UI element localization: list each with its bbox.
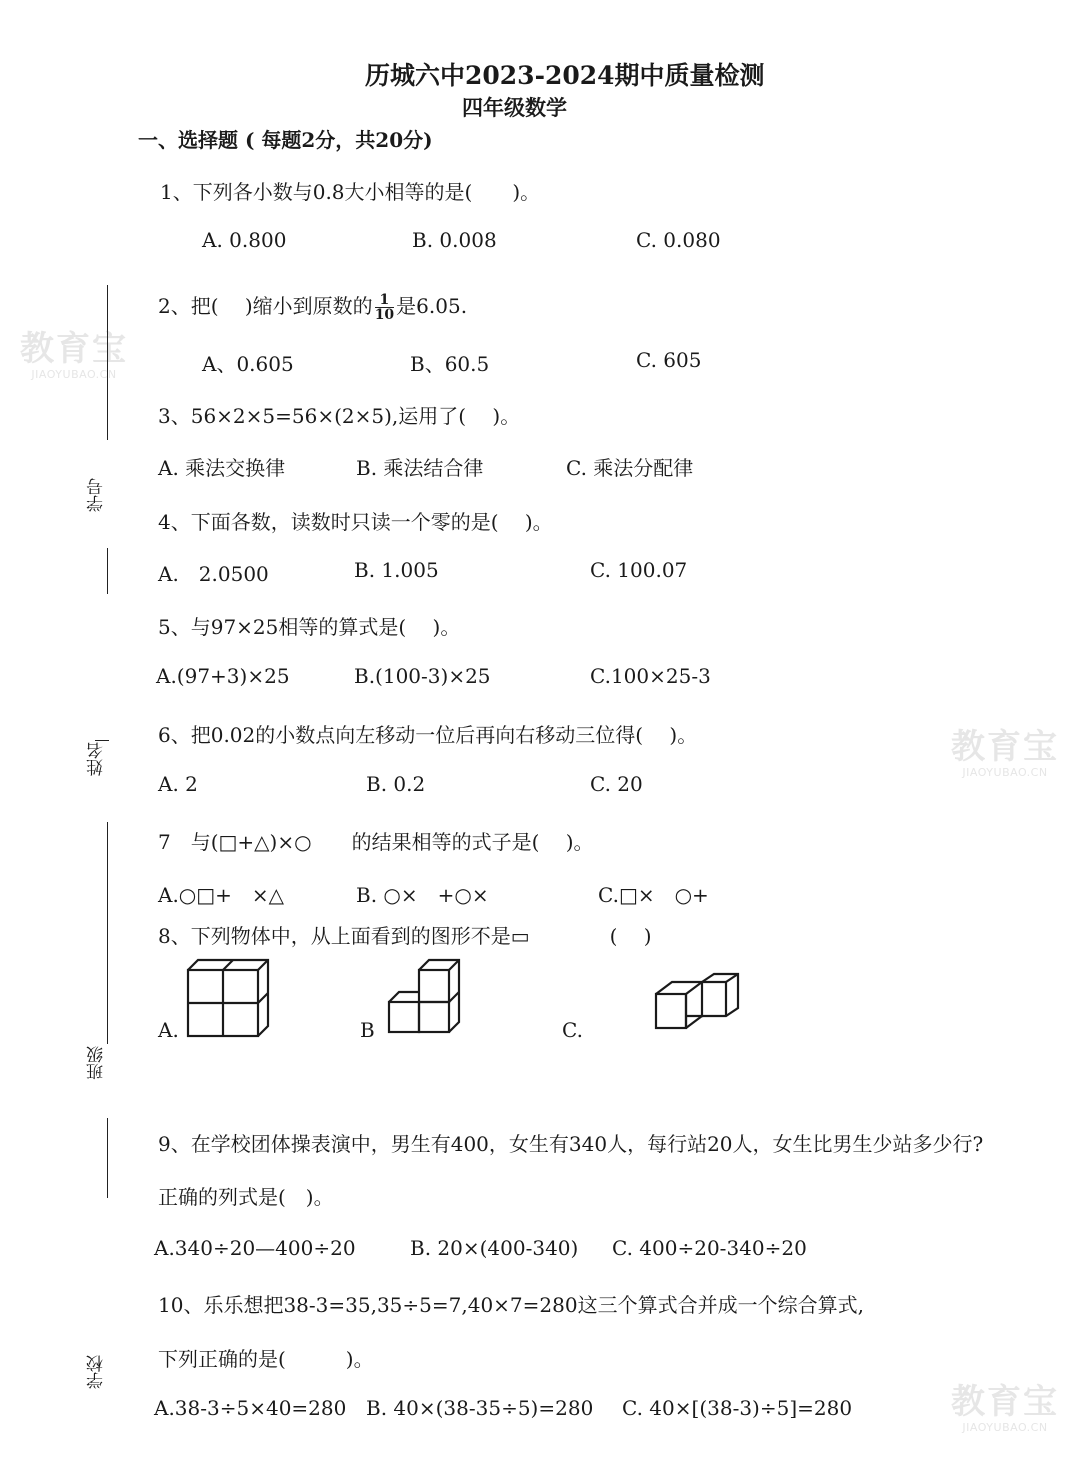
question-2-text-before: 2、把( )缩小到原数的	[158, 294, 373, 318]
watermark	[945, 1383, 1065, 1434]
binding-line	[107, 548, 108, 594]
question-7-option-b: B. ○× +○×	[356, 883, 489, 907]
question-3-option-c: C. 乘法分配律	[566, 456, 694, 480]
question-5: 5、与97×25相等的算式是( )。	[158, 615, 461, 639]
fraction-denominator: 10	[374, 307, 395, 323]
question-6-option-b: B. 0.2	[366, 772, 426, 796]
watermark	[945, 728, 1065, 779]
watermark-site: JIAOYUBAO.CN	[31, 368, 117, 381]
question-6-option-a: A. 2	[158, 772, 198, 796]
question-7-option-a: A.○□+ ×△	[158, 883, 285, 907]
question-2-option-c: C. 605	[636, 348, 702, 372]
question-3-option-b: B. 乘法结合律	[356, 456, 484, 480]
fraction	[375, 293, 394, 322]
side-label-name: 姓名	[87, 742, 107, 776]
question-2-text-after: 是6.05.	[396, 294, 468, 318]
question-7-option-c: C.□× ○+	[598, 883, 709, 907]
question-8-option-c: C.	[562, 1018, 583, 1042]
watermark-brand: 教育宝	[951, 1382, 1059, 1422]
question-10-option-a: A.38-3÷5×40=280	[154, 1396, 347, 1420]
question-2-option-b: B、60.5	[410, 352, 490, 376]
side-label-class: 班级	[87, 1046, 107, 1080]
binding-line	[107, 1118, 108, 1198]
question-3: 3、56×2×5=56×(2×5),运用了( )。	[158, 404, 521, 428]
question-4-option-b: B. 1.005	[354, 558, 439, 582]
question-10-option-c: C. 40×[(38-3)÷5]=280	[622, 1396, 853, 1420]
question-8-option-b: B	[360, 1018, 375, 1042]
watermark	[14, 330, 134, 381]
question-4-option-a: A. 2.0500	[158, 562, 269, 586]
cube-figure-c	[650, 970, 745, 1035]
question-8: 8、下列物体中，从上面看到的图形不是▭ ( )	[158, 924, 652, 948]
question-1: 1、下列各小数与0.8大小相等的是( )。	[160, 180, 541, 204]
question-8-option-a: A.	[158, 1018, 179, 1042]
question-5-option-c: C.100×25-3	[590, 664, 711, 688]
section-heading: 一、选择题 ( 每题2分，共20分)	[138, 128, 433, 152]
watermark-site: JIAOYUBAO.CN	[962, 1421, 1048, 1434]
fraction-numerator: 1	[375, 293, 394, 308]
question-10-line-2: 下列正确的是( )。	[158, 1347, 374, 1371]
question-7: 7 与(□+△)×○ 的结果相等的式子是( )。	[158, 830, 594, 854]
side-label-school: 学校	[87, 1355, 107, 1389]
question-2	[158, 290, 467, 322]
watermark-site: JIAOYUBAO.CN	[962, 766, 1048, 779]
question-1-option-a: A. 0.800	[202, 228, 287, 252]
question-10: 10、乐乐想把38-3=35,35÷5=7,40×7=280这三个算式合并成一个综合算式,	[158, 1293, 864, 1317]
question-1-option-b: B. 0.008	[412, 228, 497, 252]
exam-subtitle: 四年级数学	[462, 95, 567, 120]
question-5-option-b: B.(100-3)×25	[354, 664, 491, 688]
question-2-option-a: A、0.605	[202, 352, 294, 376]
question-4-option-c: C. 100.07	[590, 558, 688, 582]
binding-line	[107, 822, 108, 1044]
question-1-option-c: C. 0.080	[636, 228, 721, 252]
side-label-student-id: 学号	[87, 478, 107, 512]
binding-line	[107, 285, 108, 440]
question-5-option-a: A.(97+3)×25	[156, 664, 290, 688]
question-6: 6、把0.02的小数点向左移动一位后再向右移动三位得( )。	[158, 723, 698, 747]
cube-figure-a	[180, 955, 270, 1040]
question-6-option-c: C. 20	[590, 772, 643, 796]
question-9: 9、在学校团体操表演中，男生有400，女生有340人，每行站20人，女生比男生少站多少行?	[158, 1132, 984, 1156]
cube-figure-b	[385, 956, 465, 1036]
question-4: 4、下面各数，读数时只读一个零的是( )。	[158, 510, 553, 534]
blank-line	[95, 740, 109, 741]
question-9-option-a: A.340÷20—400÷20	[154, 1236, 356, 1260]
question-9-line-2: 正确的列式是( )。	[158, 1185, 334, 1209]
exam-title: 历城六中2023-2024期中质量检测	[365, 61, 765, 90]
question-9-option-b: B. 20×(400-340)	[410, 1236, 579, 1260]
question-3-option-a: A. 乘法交换律	[158, 456, 286, 480]
watermark-brand: 教育宝	[20, 329, 128, 369]
watermark-brand: 教育宝	[951, 727, 1059, 767]
question-10-option-b: B. 40×(38-35÷5)=280	[366, 1396, 594, 1420]
question-9-option-c: C. 400÷20-340÷20	[612, 1236, 807, 1260]
